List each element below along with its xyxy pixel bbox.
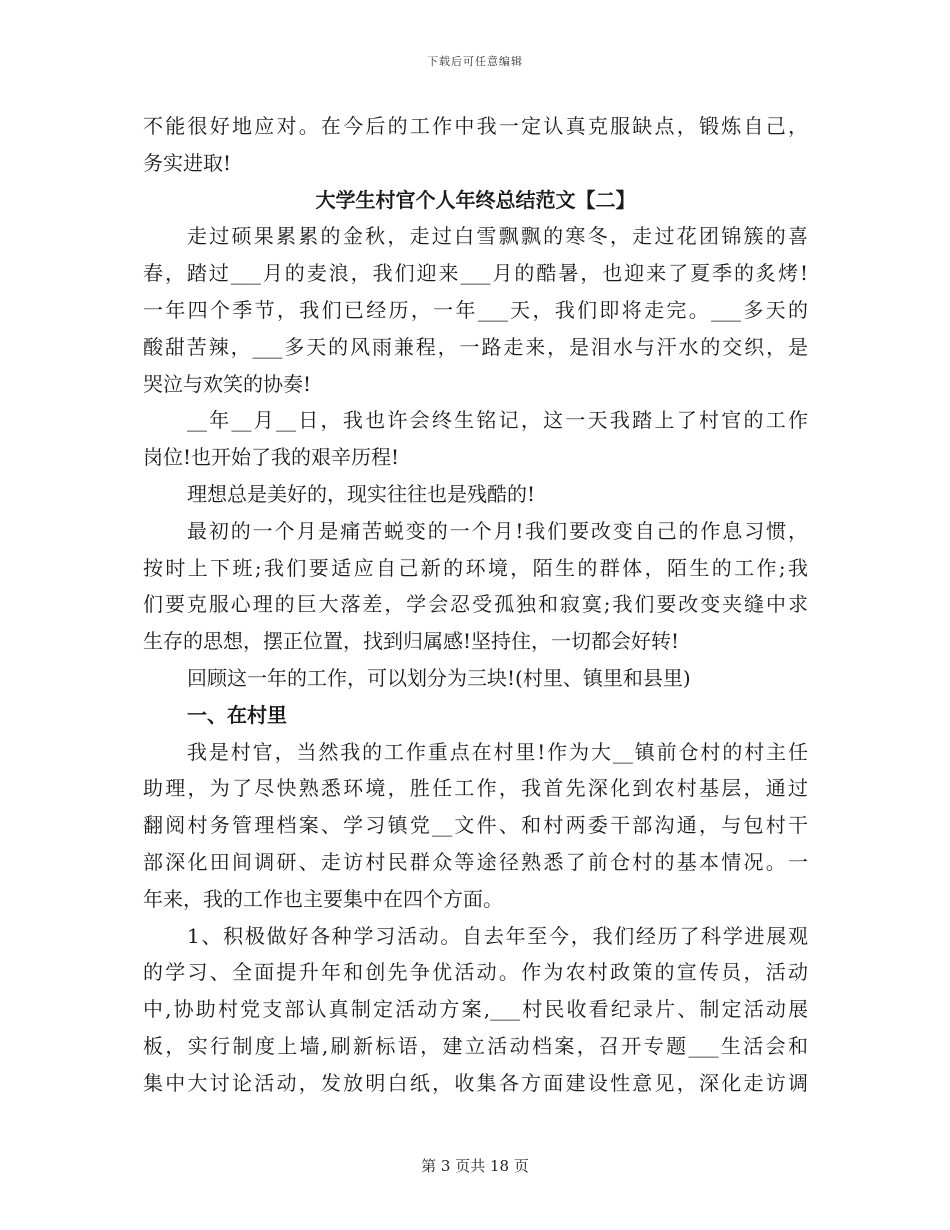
paragraph-line: 理想总是美好的，现实往往也是残酷的! xyxy=(187,481,536,506)
section-title: 大学生村官个人年终总结范文【二】 xyxy=(315,187,636,212)
paragraph-line: 翻阅村务管理档案、学习镇党__文件、和村两委干部沟通，与包村干 xyxy=(143,813,808,838)
paragraph-line: 哭泣与欢笑的协奏! xyxy=(143,371,312,396)
paragraph-line: 不能很好地应对。在今后的工作中我一定认真克服缺点，锻炼自己， xyxy=(143,114,808,138)
subsection-heading: 一、在村里 xyxy=(187,702,287,727)
paragraph-line: 生存的思想，摆正位置，找到归属感!坚持住，一切都会好转! xyxy=(143,629,680,654)
paragraph-line: 们要克服心理的巨大落差，学会忍受孤独和寂寞;我们要改变夹缝中求 xyxy=(143,592,808,617)
paragraph-line: 务实进取! xyxy=(143,150,232,175)
document-body xyxy=(143,108,808,1102)
paragraph-line: 春，踏过___月的麦浪，我们迎来___月的酷暑，也迎来了夏季的炙烤! xyxy=(143,261,808,286)
paragraph-line: 中,协助村党支部认真制定活动方案,___村民收看纪录片、制定活动展 xyxy=(143,997,808,1022)
paragraph-line: 板，实行制度上墙,刷新标语，建立活动档案，召开专题___生活会和 xyxy=(143,1033,808,1058)
paragraph-line: 集中大讨论活动，发放明白纸，收集各方面建设性意见，深化走访调 xyxy=(143,1070,808,1095)
paragraph-line: 按时上下班;我们要适应自己新的环境，陌生的群体，陌生的工作;我 xyxy=(143,555,808,580)
paragraph-line: 我是村官，当然我的工作重点在村里!作为大__镇前仓村的村主任 xyxy=(187,739,808,764)
page-number-footer: 第 3 页共 18 页 xyxy=(421,1157,529,1175)
paragraph-line: 酸甜苦辣，___多天的风雨兼程，一路走来，是泪水与汗水的交织，是 xyxy=(143,334,808,359)
paragraph-line: 1、积极做好各种学习活动。自去年至今，我们经历了科学进展观 xyxy=(187,923,808,948)
paragraph-line: __年__月__日，我也许会终生铭记，这一天我踏上了村官的工作 xyxy=(187,408,808,433)
paragraph-line: 一年四个季节，我们已经历，一年___天，我们即将走完。___多天的 xyxy=(143,297,808,322)
paragraph-line: 助理，为了尽快熟悉环境，胜任工作，我首先深化到农村基层，通过 xyxy=(143,776,808,801)
header-note: 下载后可任意编辑 xyxy=(427,55,523,68)
paragraph-line: 部深化田间调研、走访村民群众等途径熟悉了前仓村的基本情况。一 xyxy=(143,849,808,874)
paragraph-line: 走过硕果累累的金秋，走过白雪飘飘的寒冬，走过花团锦簇的喜 xyxy=(187,224,808,249)
paragraph-line: 岗位!也开始了我的艰辛历程! xyxy=(143,445,400,470)
paragraph-line: 回顾这一年的工作，可以划分为三块!(村里、镇里和县里) xyxy=(187,665,691,690)
paragraph-line: 年来，我的工作也主要集中在四个方面。 xyxy=(143,886,503,911)
paragraph-line: 的学习、全面提升年和创先争优活动。作为农村政策的宣传员，活动 xyxy=(143,960,808,985)
paragraph-line: 最初的一个月是痛苦蜕变的一个月!我们要改变自己的作息习惯， xyxy=(187,518,808,543)
